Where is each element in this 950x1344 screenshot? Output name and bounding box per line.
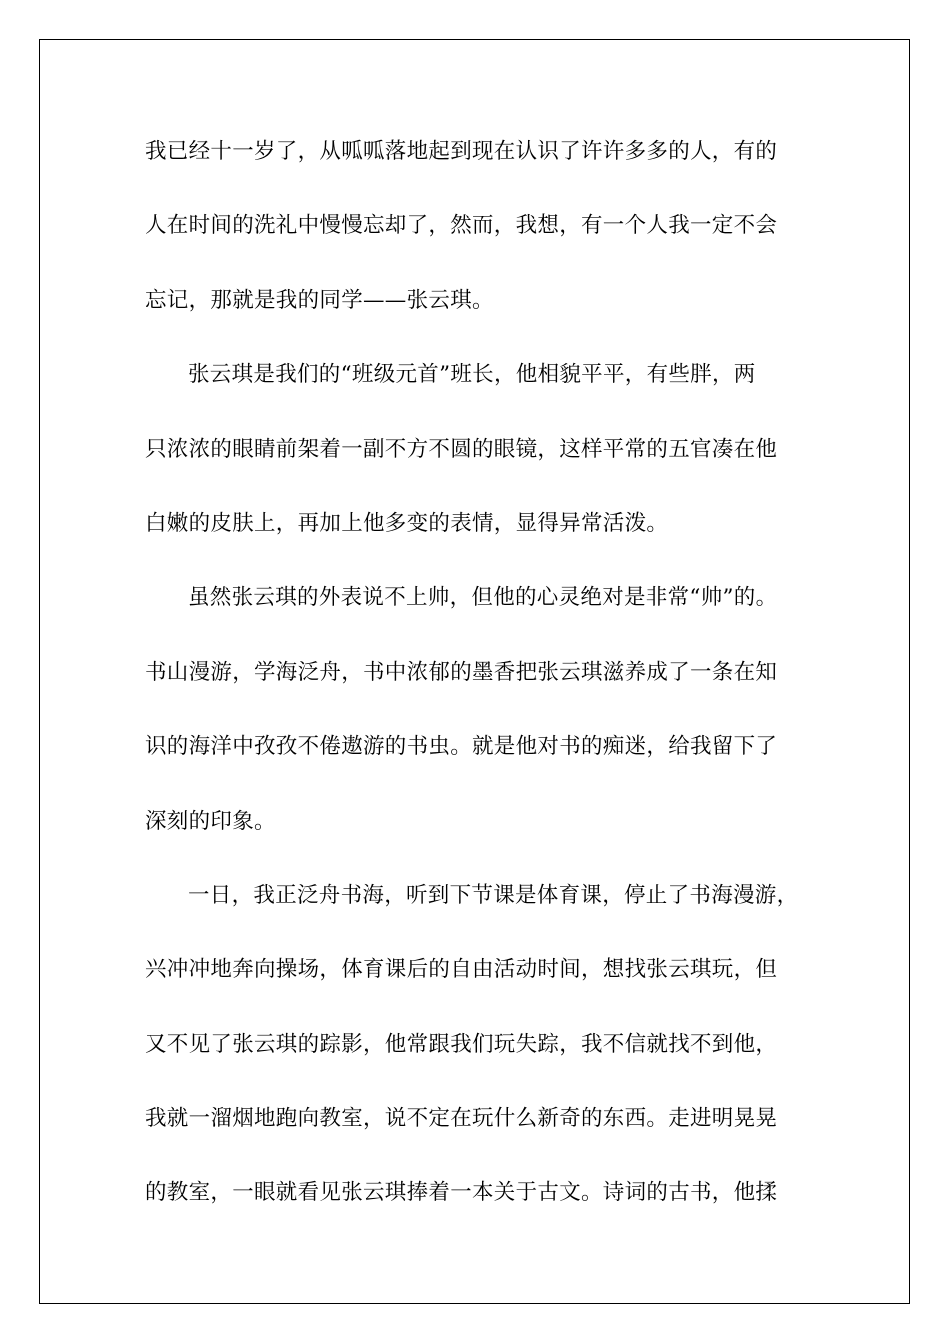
text-line: 只浓浓的眼睛前架着一副不方不圆的眼镜，这样平常的五官凑在他	[145, 436, 778, 462]
text-line: 兴冲冲地奔向操场，体育课后的自由活动时间，想找张云琪玩，但	[145, 957, 778, 983]
document-body	[145, 132, 799, 1248]
text-line: 我就一溜烟地跑向教室，说不定在玩什么新奇的东西。走进明晃晃	[145, 1106, 778, 1132]
text-line: 我已经十一岁了，从呱呱落地起到现在认识了许许多多的人，有的	[145, 139, 778, 164]
text-line: 的教室，一眼就看见张云琪捧着一本关于古文。诗词的古书，他揉	[145, 1180, 778, 1206]
text-line: 一日，我正泛舟书海，听到下节课是体育课，停止了书海漫游，	[188, 882, 799, 908]
text-line: 深刻的印象。	[145, 808, 276, 834]
text-line: 识的海洋中孜孜不倦遨游的书虫。就是他对书的痴迷，给我留下了	[145, 734, 778, 760]
text-line: 书山漫游，学海泛舟，书中浓郁的墨香把张云琪滋养成了一条在知	[145, 659, 778, 685]
text-line: 张云琪是我们的“班级元首”班长，他相貌平平，有些胖，两	[188, 362, 756, 388]
text-line: 又不见了张云琪的踪影，他常跟我们玩失踪，我不信就找不到他，	[145, 1031, 778, 1057]
text-line: 虽然张云琪的外表说不上帅，但他的心灵绝对是非常“帅”的。	[188, 585, 778, 611]
text-line: 白嫩的皮肤上，再加上他多变的表情，显得异常活泼。	[145, 510, 669, 536]
text-line: 人在时间的洗礼中慢慢忘却了，然而，我想，有一个人我一定不会	[145, 213, 778, 239]
text-line: 忘记，那就是我的同学——张云琪。	[145, 287, 494, 313]
